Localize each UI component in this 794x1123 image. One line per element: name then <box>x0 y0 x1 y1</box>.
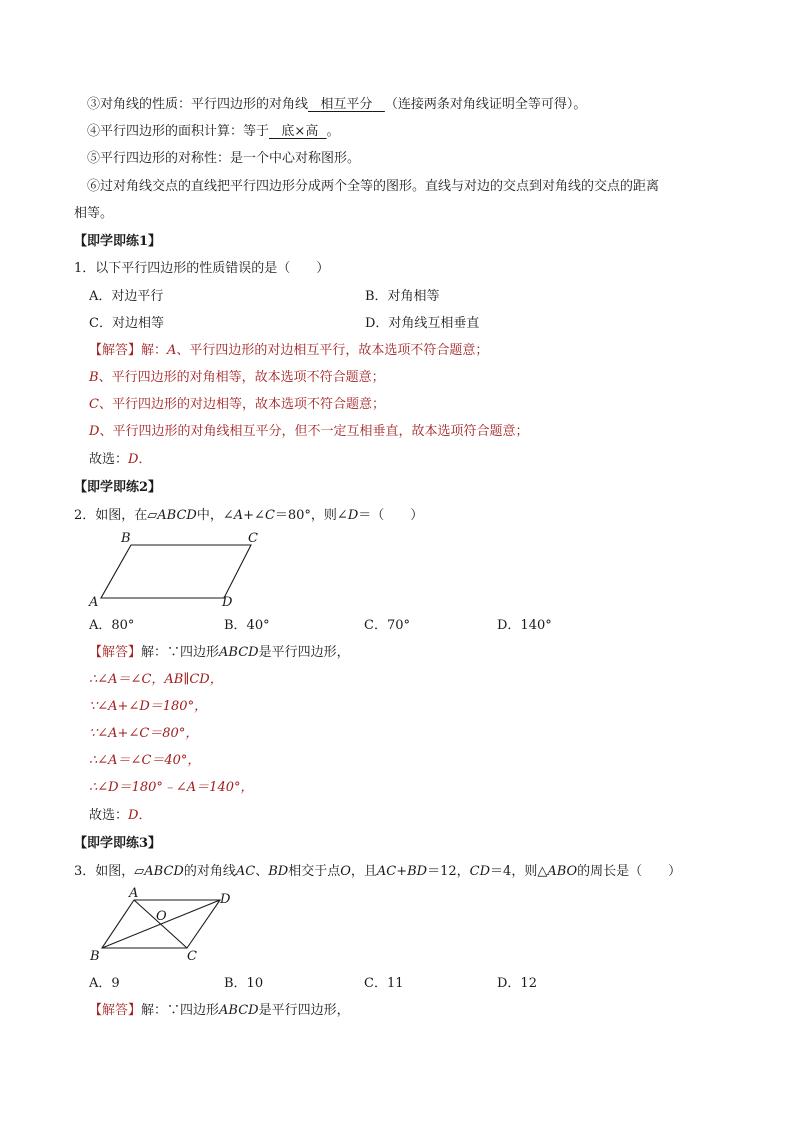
parallelogram-figure-3 <box>86 884 246 968</box>
property-5: ⑤平行四边形的对称性：是一个中心对称图形。 <box>87 151 361 166</box>
vertex-label-b: B <box>90 949 100 964</box>
option-a: A．9 <box>89 976 120 991</box>
property-4: ④平行四边形的面积计算：等于 底×高 。 <box>87 124 340 139</box>
practice-heading-1: 【即学即练1】 <box>74 234 162 249</box>
vertex-label-o: O <box>156 909 167 924</box>
option-a: A．80° <box>89 618 135 633</box>
answer-1-line-c: C、平行四边形的对边相等，故本选项不符合题意； <box>89 397 385 412</box>
vertex-label-d: D <box>220 892 231 907</box>
vertex-label-a: A <box>129 886 139 901</box>
parallelogram-figure-2 <box>86 528 276 610</box>
answer-2-conclusion: 故选：D． <box>89 808 152 823</box>
vertex-label-b: B <box>121 531 131 546</box>
option-c: C．11 <box>364 976 404 991</box>
option-b: B．10 <box>224 976 264 991</box>
property-6-line2: 相等。 <box>74 206 114 221</box>
vertex-label-d: D <box>222 595 233 610</box>
question-2: 2．如图，在▱ABCD中，∠A+∠C＝80°，则∠D＝（ ） <box>74 508 424 523</box>
property-3: ③对角线的性质：平行四边形的对角线 相互平分 （连接两条对角线证明全等可得）。 <box>87 97 587 112</box>
property-6-line1: ⑥过对角线交点的直线把平行四边形分成两个全等的图形。直线与对边的交点到对角线的交点的距离 <box>87 179 660 194</box>
answer-2-step-5: ∴∠D＝180°﹣∠A＝140°， <box>89 780 254 795</box>
answer-1-line-b: B、平行四边形的对角相等，故本选项不符合题意； <box>89 370 385 385</box>
answer-2-intro: 【解答】解：∵四边形ABCD是平行四边形， <box>89 645 350 660</box>
diagonal-bd <box>102 900 220 948</box>
answer-2-step-1: ∴∠A＝∠C，AB∥CD， <box>89 672 223 687</box>
option-a: A．对边平行 <box>89 289 164 304</box>
option-c: C．对边相等 <box>89 316 164 331</box>
vertex-label-c: C <box>248 531 258 546</box>
option-c: C．70° <box>364 618 410 633</box>
option-d: D．12 <box>497 976 537 991</box>
answer-2-step-2: ∵∠A+∠D＝180°， <box>89 699 208 714</box>
option-d: D．对角线互相垂直 <box>365 316 480 331</box>
answer-1-conclusion: 故选：D． <box>89 452 152 467</box>
practice-heading-2: 【即学即练2】 <box>74 480 162 495</box>
blank-answer: 底×高 <box>281 124 319 139</box>
vertex-label-a: A <box>89 595 99 610</box>
answer-3-intro: 【解答】解：∵四边形ABCD是平行四边形， <box>89 1003 350 1018</box>
option-b: B．对角相等 <box>365 289 440 304</box>
parallelogram-outline <box>101 545 251 598</box>
blank-answer: 相互平分 <box>320 97 373 112</box>
question-3: 3．如图，▱ABCD的对角线AC、BD相交于点O，且AC+BD＝12，CD＝4，则△ABO的周长是（ ） <box>74 864 682 879</box>
answer-1-line-d: D、平行四边形的对角线相互平分，但不一定互相垂直，故本选项符合题意； <box>89 424 529 439</box>
answer-1-line-a: 【解答】解：A、平行四边形的对边相互平行，故本选项不符合题意； <box>89 343 489 358</box>
option-b: B．40° <box>224 618 270 633</box>
answer-2-step-3: ∵∠A+∠C＝80°， <box>89 726 199 741</box>
answer-2-step-4: ∴∠A＝∠C＝40°， <box>89 753 201 768</box>
option-d: D．140° <box>497 618 552 633</box>
practice-heading-3: 【即学即练3】 <box>74 836 162 851</box>
vertex-label-c: C <box>187 949 197 964</box>
question-1: 1．以下平行四边形的性质错误的是（ ） <box>74 261 330 276</box>
